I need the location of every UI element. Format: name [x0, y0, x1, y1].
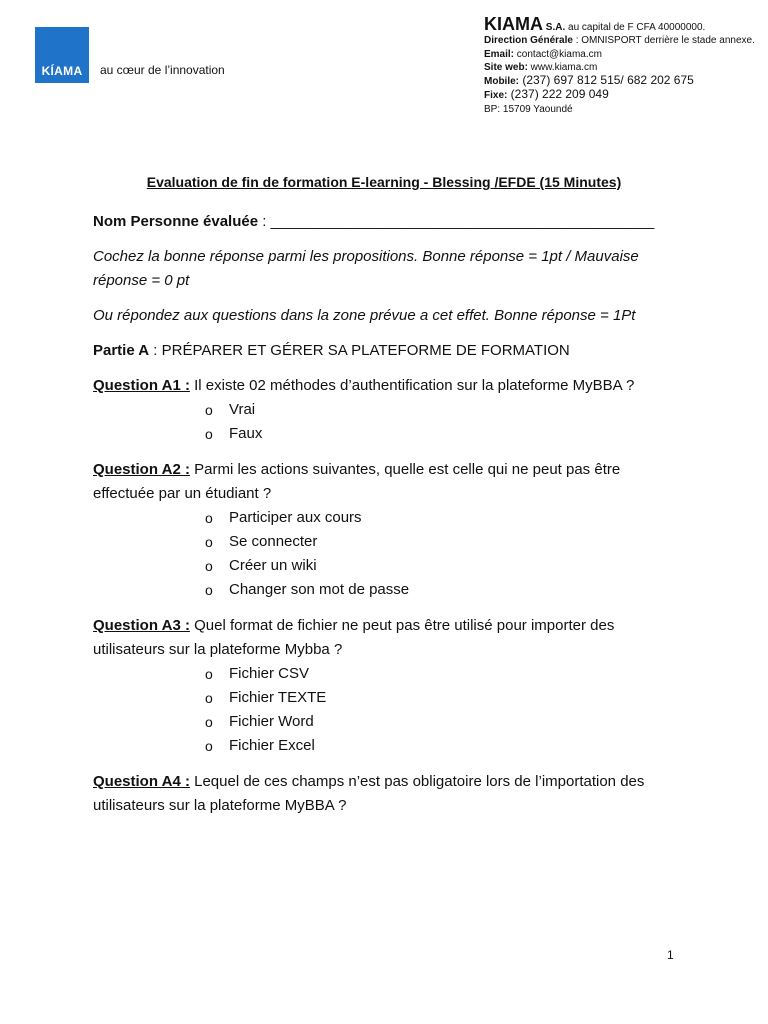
site-value: www.kiama.cm: [527, 61, 598, 73]
option-label: Vrai: [229, 401, 256, 418]
question-text: Lequel de ces champs n’est pas obligatoire lors de l’importation des utilisateurs sur la plateforme MyBBA ?: [93, 773, 645, 814]
question-a4: [93, 770, 678, 818]
option-label: Créer un wiki: [229, 557, 317, 574]
site-label: Site web:: [484, 61, 528, 73]
nom-label: Nom Personne évaluée: [93, 213, 259, 230]
question-a1: [93, 374, 678, 398]
email-value: contact@kiama.cm: [514, 48, 602, 60]
circle-bullet-icon: o: [205, 690, 213, 706]
company-capital: au capital de F CFA 40000000.: [565, 22, 706, 33]
fixe-row: [484, 88, 764, 102]
company-name-row: [484, 14, 764, 34]
company-name: KIAMA: [484, 14, 543, 34]
option-item[interactable]: [205, 398, 678, 422]
options-a2: [93, 506, 678, 602]
option-label: Fichier CSV: [229, 665, 310, 682]
circle-bullet-icon: o: [205, 582, 213, 598]
company-logo: [35, 27, 89, 83]
option-item[interactable]: [205, 710, 678, 734]
option-label: Fichier Excel: [229, 737, 315, 754]
option-item[interactable]: [205, 686, 678, 710]
email-label: Email:: [484, 48, 515, 60]
partie-label: Partie A: [93, 342, 150, 359]
option-label: Fichier Word: [229, 713, 314, 730]
fixe-value: (237) 222 209 049: [507, 87, 609, 102]
option-label: Fichier TEXTE: [229, 689, 327, 706]
circle-bullet-icon: o: [205, 510, 213, 526]
circle-bullet-icon: o: [205, 714, 213, 730]
option-item[interactable]: [205, 554, 678, 578]
direction-value: : OMNISPORT derrière le stade annexe.: [572, 35, 755, 47]
question-label: Question A2 :: [93, 461, 190, 478]
mobile-value: (237) 697 812 515/ 682 202 675: [519, 73, 694, 88]
tagline: au cœur de l’innovation: [100, 63, 225, 77]
site-row: [484, 61, 764, 74]
email-row: [484, 48, 764, 61]
option-item[interactable]: [205, 734, 678, 758]
circle-bullet-icon: o: [205, 426, 213, 442]
page-number: 1: [667, 948, 674, 962]
options-a1: [93, 398, 678, 446]
instruction-2: Ou répondez aux questions dans la zone prévue a cet effet. Bonne réponse = 1Pt: [93, 307, 636, 324]
partie-a-heading: [93, 339, 678, 363]
mobile-row: [484, 74, 764, 88]
question-text: Quel format de fichier ne peut pas être utilisé pour importer des utilisateurs sur la plateforme Mybba ?: [93, 617, 615, 658]
document-body: [93, 210, 678, 818]
question-label: Question A4 :: [93, 773, 190, 790]
question-label: Question A3 :: [93, 617, 190, 634]
circle-bullet-icon: o: [205, 534, 213, 550]
options-a3: [93, 662, 678, 758]
option-item[interactable]: [205, 662, 678, 686]
direction-label: Direction Générale: [484, 35, 573, 47]
nom-blank: : ______________________________________________: [258, 213, 655, 230]
circle-bullet-icon: o: [205, 666, 213, 682]
circle-bullet-icon: o: [205, 402, 213, 418]
nom-row: [93, 210, 678, 234]
option-label: Changer son mot de passe: [229, 581, 410, 598]
question-label: Question A1 :: [93, 377, 190, 394]
question-a2: [93, 458, 678, 506]
circle-bullet-icon: o: [205, 558, 213, 574]
fixe-label: Fixe:: [484, 90, 508, 102]
question-text: Parmi les actions suivantes, quelle est celle qui ne peut pas être effectuée par un étudiant ?: [93, 461, 621, 502]
bp-row: BP: 15709 Yaoundé: [484, 103, 573, 115]
logo-text: KÍAMA: [41, 64, 83, 78]
partie-title: : PRÉPARER ET GÉRER SA PLATEFORME DE FORMATION: [149, 342, 570, 359]
question-a3: [93, 614, 678, 662]
option-item[interactable]: [205, 530, 678, 554]
company-suffix: S.A.: [543, 22, 566, 33]
question-text: Il existe 02 méthodes d’authentification sur la plateforme MyBBA ?: [189, 377, 635, 394]
instruction-1: Cochez la bonne réponse parmi les propositions. Bonne réponse = 1pt / Mauvaise réponse = 0 pt: [93, 248, 639, 289]
option-label: Participer aux cours: [229, 509, 362, 526]
circle-bullet-icon: o: [205, 738, 213, 754]
option-item[interactable]: [205, 422, 678, 446]
option-label: Se connecter: [229, 533, 318, 550]
option-item[interactable]: [205, 578, 678, 602]
option-item[interactable]: [205, 506, 678, 530]
option-label: Faux: [229, 425, 263, 442]
company-info: [484, 14, 764, 116]
mobile-label: Mobile:: [484, 76, 519, 88]
document-title: Evaluation de fin de formation E-learning - Blessing /EFDE (15 Minutes): [146, 174, 622, 190]
direction-row: [484, 34, 764, 47]
